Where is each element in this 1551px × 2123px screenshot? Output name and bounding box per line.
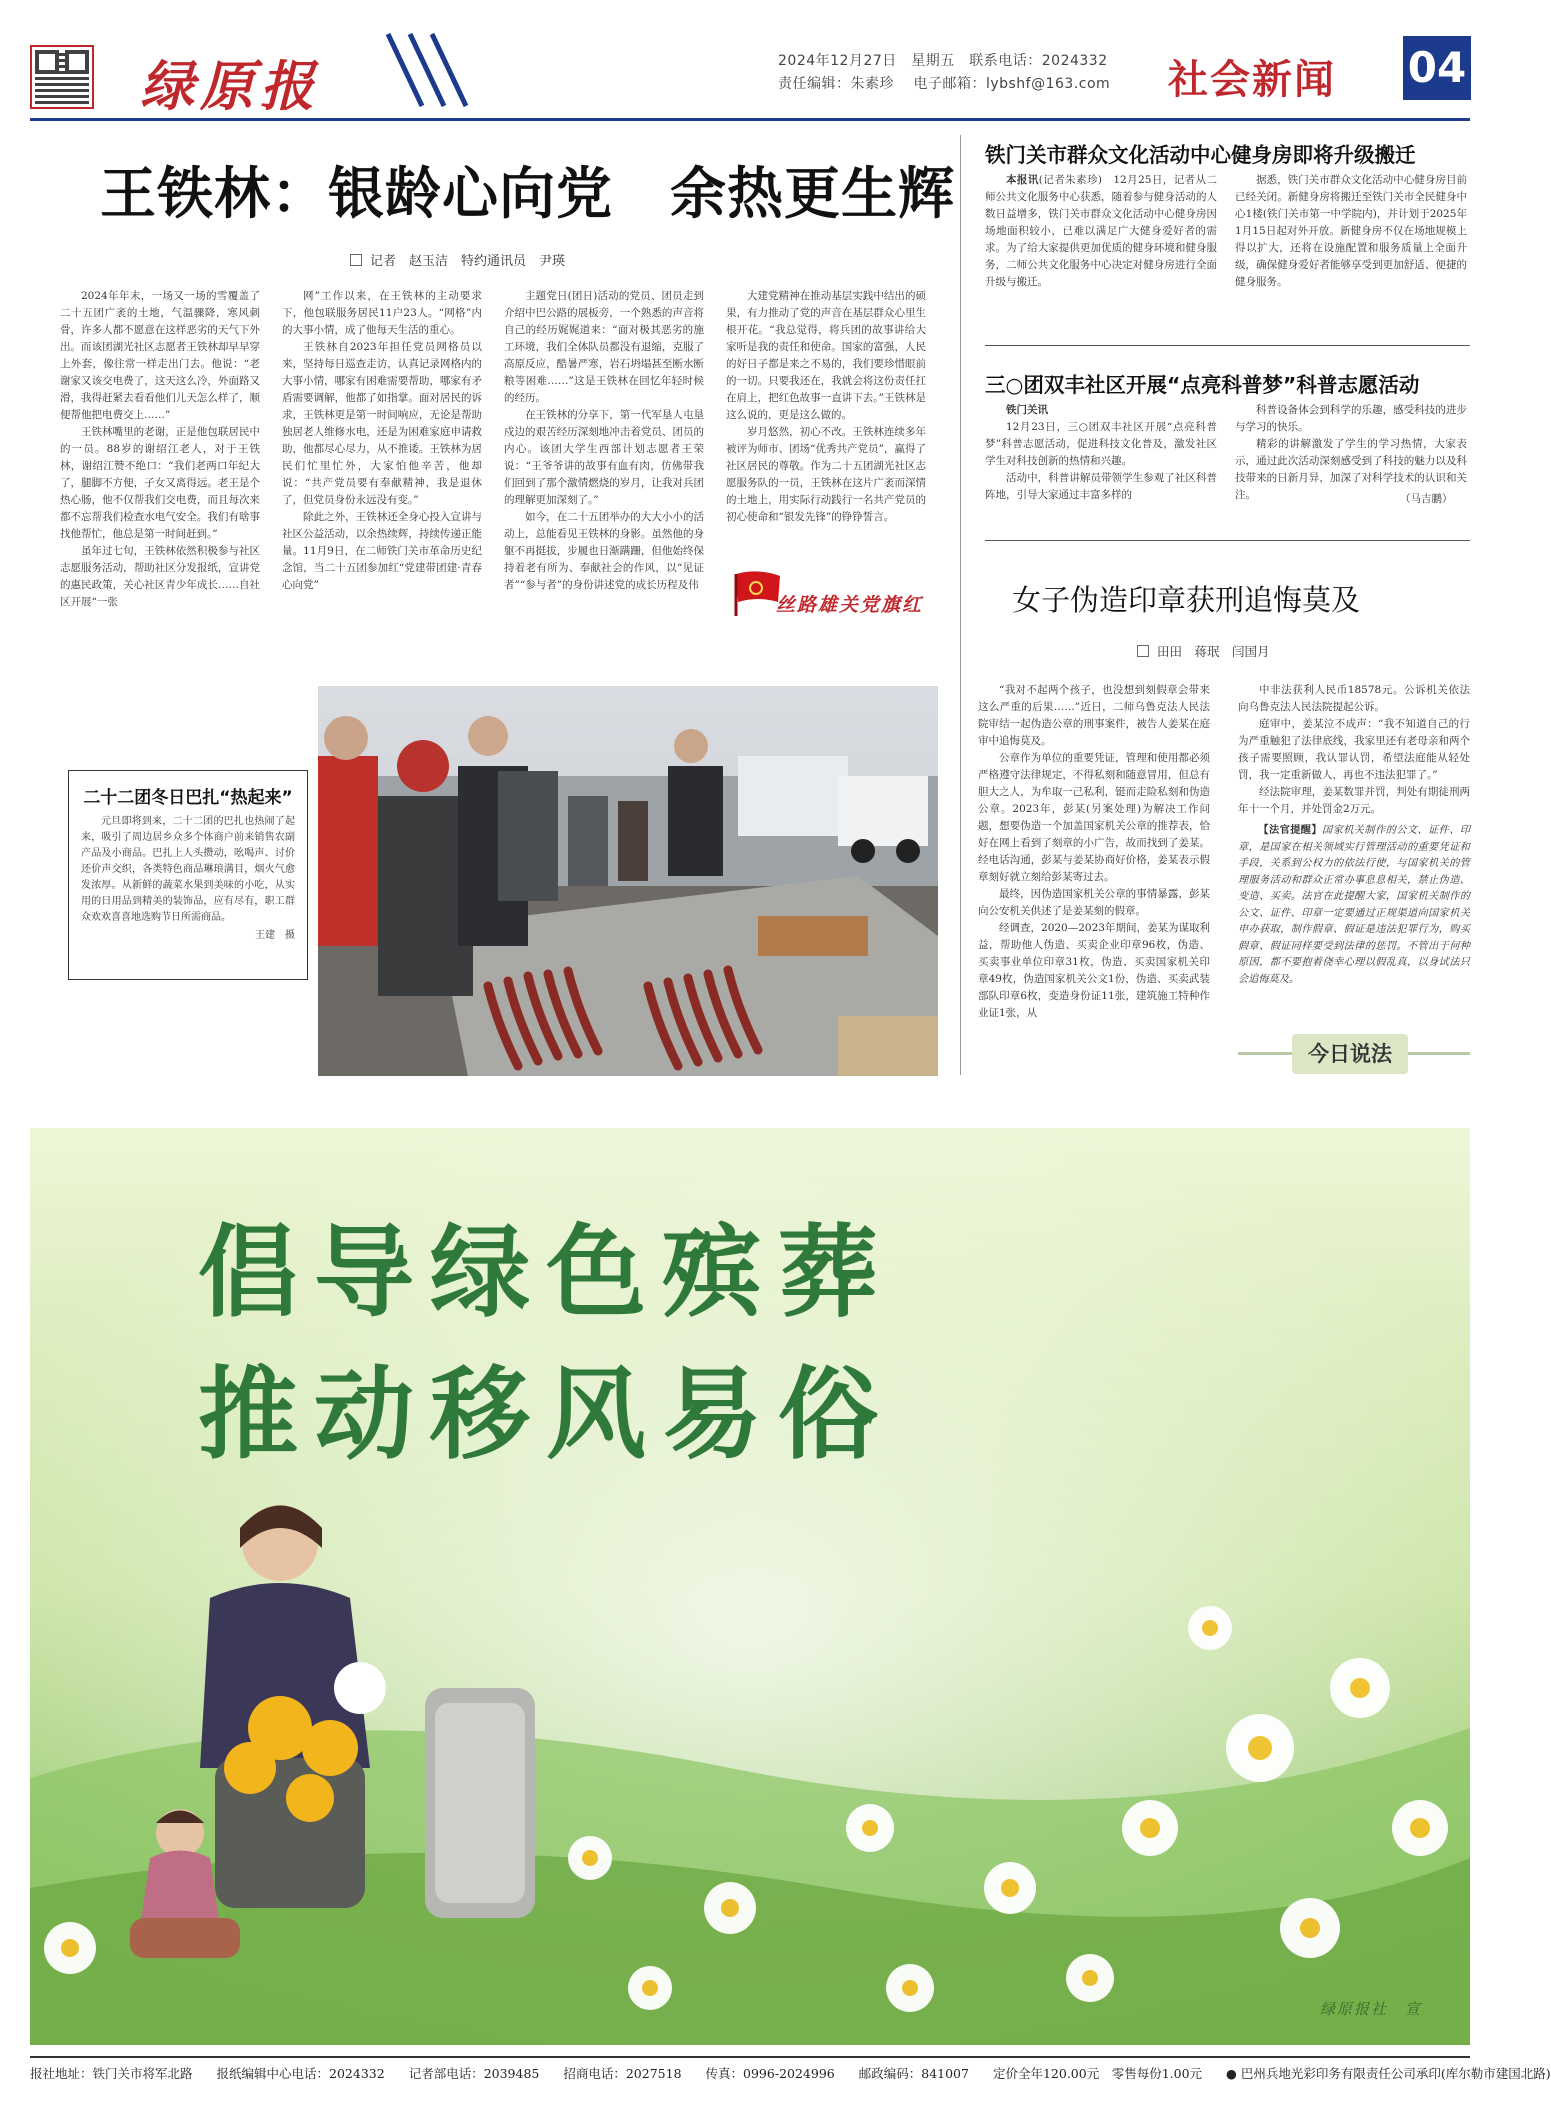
footer-fax: 传真：0996-2024996: [705, 2066, 835, 2081]
poster-slogan-line2: 推动移风易俗: [198, 1356, 894, 1473]
news2-text-a: [985, 402, 1217, 512]
newspaper-logo: 绿原报: [140, 54, 320, 118]
main-article-byline: [350, 250, 565, 269]
masthead-rule: [30, 118, 1470, 121]
photo-caption-author: 王建 摄: [255, 930, 295, 941]
date-line: 2024年12月27日 星期五 联系电话：2024332: [778, 53, 1108, 69]
footer-rule: [30, 2056, 1470, 2058]
page-number: 04: [1403, 36, 1471, 100]
news3-byline-text: 田田 蒋珉 闫国月: [1157, 644, 1270, 659]
footer-price: 定价全年120.00元 零售每份1.00元: [992, 2066, 1203, 2081]
column-logo-text: 丝路雄关党旗红: [776, 594, 924, 616]
poster-signature: 绿原报社 宣: [1320, 2000, 1423, 2018]
footer-printer: ● 巴州兵地光彩印务有限责任公司承印(库尔勒市建国北路): [1226, 2066, 1551, 2081]
byline-text: 记者 赵玉洁 特约通讯员 尹瑛: [370, 254, 566, 269]
section-title: 社会新闻: [1168, 57, 1336, 103]
news2-author: （马吉鹏）: [1400, 493, 1453, 505]
poster-slogan-line1: 倡导绿色殡葬: [198, 1214, 894, 1331]
footer-edit-phone: 报纸编辑中心电话：2024332: [216, 2066, 385, 2081]
news3-tip-text: 国家机关制作的公文、证件、印章，是国家在相关领域实行管理活动的重要凭证和手段，关系到公权力的依法行使，与国家机关的管理服务活动和群众正常办事息息相关，禁止伪造、变造、买卖。法官在此提醒大家，国家机关制作的公文、证件、印章一定要通过正规渠道向国家机关申办获取，制作假章、假证是违法犯罪行为，购买假章、假证同样要受到法律的惩罚。不管出于何种原因，都不要抱着侥幸心理以假乱真，以身试法只会追悔莫及。: [1238, 825, 1471, 985]
market-photo: [318, 686, 938, 1076]
news1-title: 铁门关市群众文化活动中心健身房即将升级搬迁: [985, 143, 1416, 167]
column-logo: [728, 568, 938, 638]
news2-title: 三○团双丰社区开展“点亮科普梦”科普志愿活动: [985, 373, 1420, 397]
news1-divider: [985, 345, 1470, 346]
footer-postcode: 邮政编码：841007: [858, 2066, 969, 2081]
news1-lead: 本报讯: [1006, 174, 1039, 186]
news3-judge-tip: [1238, 822, 1470, 1037]
main-article-column-1: 2024年年末，一场又一场的雪覆盖了二十五团广袤的土地，气温骤降，寒风刺骨，许多人都不愿意在这样恶劣的天气下外出。而该团湖光社区志愿者王铁林却早早穿上外套，像往常一样走出门去。他说：“老谢家又该交电费了，这天这么冷，外面路又滑，我得赶紧去看看他们儿天怎么样了，顺便帮他把电费交上……” 王铁林嘴里的老谢，正是他包联居民中的一员。88岁的谢绍江老人，对于王铁林，谢绍江赞不绝口：“我们老两口年纪大了，腿脚不方便，子女又离得远。老王是个热心肠，他不仅帮我们交电费，而且每次来都不忘帮我们检查水电气安全。我们有啥事找他帮忙，他总是第一时间赶到。” 虽年过七旬，王铁林依然积极参与社区志愿服务活动，帮助社区分发报纸，宣讲党的惠民政策，关心社区青少年成长……自社区开展“一张: [60, 290, 260, 608]
news2-text-b: 科普设备体会到科学的乐趣，感受科技的进步与学习的快乐。 精彩的讲解激发了学生的学习热情，大家表示，通过此次活动深刻感受到了科技的魅力以及科技带来的日新月异，加深了对科学技术的认识和关注。: [1235, 404, 1467, 501]
masthead-slash-decoration: [380, 30, 470, 110]
footer-address: 报社地址：铁门关市将军北路: [30, 2066, 193, 2081]
qr-code: [30, 45, 94, 109]
news3-tip-label: 【法官提醒】: [1258, 824, 1322, 836]
editor-line: 责任编辑：朱素珍 电子邮箱：lybshf@163.com: [778, 76, 1111, 92]
news3-title: 女子伪造印章获刑追悔莫及: [1012, 583, 1361, 617]
news1-text-a: [985, 172, 1217, 312]
photo-caption-text: 元旦即将到来，二十二团的巴扎也热闹了起来，吸引了周边居乡众多个体商户前来销售农副产品及小商品。巴扎上人头攒动，吆喝声、讨价还价声交织，各类特色商品琳琅满目，烟火气愈发浓厚。从新鲜的蔬菜水果到美味的小吃，从实用的日用品到精美的装饰品，应有尽有，职工群众欢欢喜喜地选购节日所需商品。: [81, 816, 295, 923]
main-article-column-4: 大建党精神在推动基层实践中结出的硕果，有力推动了党的声音在基层群众心里生根开花。“我总觉得，将兵团的故事讲给大家听是我的责任和使命。国家的富强，人民的好日子都是来之不易的，我们要珍惜眼前的一切。只要我还在，我就会将这份责任扛在肩上，把红色故事一直讲下去。”王铁林是这么说的，更是这么做的。 岁月悠然，初心不改。王铁林连续多年被评为师市、团场“优秀共产党员”，赢得了社区居民的尊敬。作为二十五团湖光社区志愿服务队的一员，王铁林在这片广袤而深情的土地上，用实际行动践行一名共产党员的初心使命和“银发先锋”的铮铮誓言。: [726, 290, 926, 523]
main-article-column-3: 主题党日(团日)活动的党员、团员走到介绍中巴公路的展板旁，一个熟悉的声音将自己的经历娓娓道来：“面对极其恶劣的施工环境，我们全体队员都没有退缩，克服了高原反应，酷暑严寒，岩石坍塌甚至断水断粮等困难……”这是王铁林在回忆年轻时候的经历。 在王铁林的分享下，第一代军垦人屯垦戍边的艰苦经历深刻地冲击着党员、团员的内心。该团大学生西部计划志愿者王荣说：“王爷爷讲的故事有血有肉，仿佛带我们回到了那个激情燃烧的岁月，让我对兵团的理解更加深刻了。” 如今，在二十五团举办的大大小小的活动上，总能看见王铁林的身影。虽然他的身躯不再挺拔，步履也日渐蹒跚，但他始终保持着老有所为、奉献社会的作风，以“见证者”“参与者”的身份讲述党的成长历程及伟: [504, 290, 704, 591]
footer-reporter-phone: 记者部电话：2039485: [408, 2066, 540, 2081]
column-divider: [960, 135, 961, 1075]
news3-text-b: 中非法获利人民币18578元。公诉机关依法向乌鲁克法人民法院提起公诉。 庭审中，姜某泣不成声：“我不知道自己的行为严重触犯了法律底线，我家里还有老母亲和两个孩子需要照顾，我认罪认罚，希望法庭能从轻处罚，我一定重新做人，再也不违法犯罪了。” 经法院审理，姜某数罪并罚，判处有期徒刑两年十一个月，并处罚金2万元。: [1238, 684, 1470, 815]
market-photo-illustration: [318, 686, 938, 1076]
news1-text-a-body: (记者朱素珍) 12月25日，记者从二师公共文化服务中心获悉，随着参与健身活动的人数日益增多，铁门关市群众文化活动中心健身房因场地面积较小，已难以满足广大健身爱好者的需求。为了给大家提供更加优质的健身环境和健身服务，二师公共文化服务中心决定对健身房进行全面升级与搬迁。: [985, 174, 1217, 288]
photo-caption-title: 二十二团冬日巴扎“热起来”: [83, 788, 293, 808]
news2-text-a-body: 12月23日，三○团双丰社区开展“点亮科普梦”科普志愿活动，促进科技文化普及，激发社区学生对科技创新的热情和兴趣。 活动中，科普讲解员带领学生参观了社区科普阵地，引导大家通过丰富多样的: [985, 421, 1217, 501]
green-burial-poster: [30, 1128, 1470, 2045]
footer: [30, 2064, 1551, 2082]
today-law-label: 今日说法: [1292, 1034, 1408, 1074]
news1-text-b: 据悉，铁门关市群众文化活动中心健身房目前已经关闭。新健身房将搬迁至铁门关市全民健身中心1楼(铁门关市第一中学院内)，并计划于2025年1月15日起对外开放。新健身房不仅在场地规模上得以扩大，还将在设施配置和服务质量上全面升级，确保健身爱好者能够享受到更加舒适、便捷的健身服务。: [1235, 174, 1467, 288]
news2-lead: 铁门关讯: [1006, 404, 1048, 416]
news2-divider: [985, 540, 1470, 541]
news3-text-a: “我对不起两个孩子，也没想到刻假章会带来这么严重的后果……”近日，二师乌鲁克法人民法院审结一起伪造公章的刑事案件，被告人姜某在庭审中追悔莫及。 公章作为单位的重要凭证，管理和使用都必须严格遵守法律规定，不得私刻和随意冒用，但总有胆大之人，为牟取一己私利，铤而走险私刻和伪造公章。2023年，彭某(另案处理)为解决工作问题，想要伪造一个加盖国家机关公章的推荐表，恰好在网上看到了刻章的小广告，故而找到了姜某。经电话沟通，彭某与姜某协商好价格，姜某表示假章刻好就立刻给彭某寄过去。 最终，因伪造国家机关公章的事情暴露，彭某向公安机关供述了是姜某刻的假章。 经调查，2020—2023年期间，姜某为谋取利益，帮助他人伪造、买卖企业印章96枚，伪造、买卖事业单位印章31枚，伪造、买卖国家机关印章49枚，伪造国家机关公文1份，伪造、买卖武装部队印章6枚，变造身份证11张，建筑施工特种作业证1张，从: [978, 684, 1210, 1019]
main-article-column-2: 网”工作以来，在王铁林的主动要求下，他包联服务居民11户23人。“网格”内的大事小情，成了他每天生活的重心。 王铁林自2023年担任党员网格员以来，坚持每日巡查走访，认真记录网格内的大事小情，哪家有困难需要帮助，哪家有矛盾需要调解，他都了如指掌。面对居民的诉求，王铁林更是第一时间响应，无论是帮助独居老人维修水电，还是为困难家庭申请救助，他都尽心尽力，从不推诿。王铁林为居民们忙里忙外，大家怕他辛苦，他却说：“共产党员要有奉献精神，我是退休了，但党员身份永远没有变。” 除此之外，王铁林还全身心投入宣讲与社区公益活动，以余热续辉，持续传递正能量。11月9日，在二师铁门关市革命历史纪念馆，当二十五团参加红“党建带团建·青春心向党”: [282, 290, 482, 591]
today-law-column-tag: [1238, 1032, 1470, 1076]
news3-byline: [1137, 642, 1270, 660]
photo-caption-box: [68, 770, 308, 980]
main-article-title: 王铁林：银龄心向党 余热更生辉: [100, 162, 955, 227]
footer-ad-phone: 招商电话：2027518: [563, 2066, 682, 2081]
